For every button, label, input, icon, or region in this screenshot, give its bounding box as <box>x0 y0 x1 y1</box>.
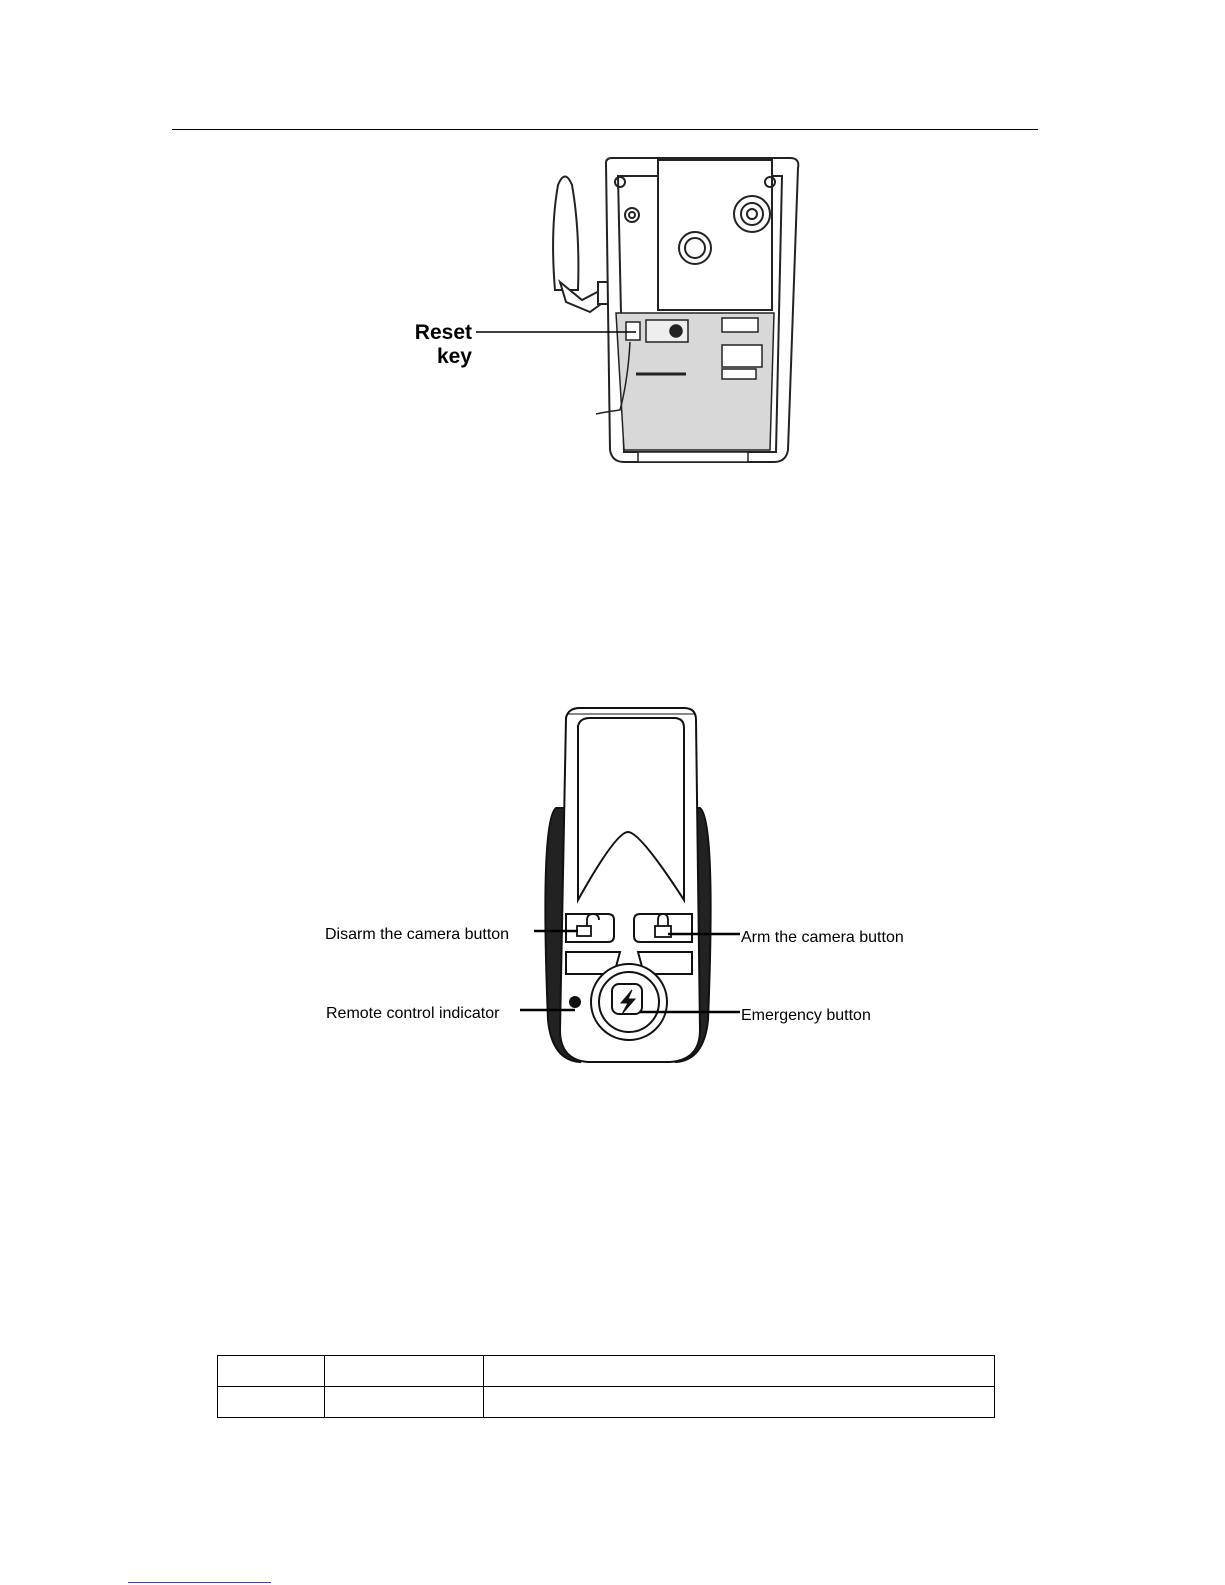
table-cell <box>484 1387 995 1418</box>
table-row <box>218 1387 995 1418</box>
disarm-button-label: Disarm the camera button <box>325 926 510 943</box>
footnote-rule <box>128 1582 271 1583</box>
reset-key-label-line2: key <box>436 345 472 368</box>
remote-indicator-label: Remote control indicator <box>326 1005 500 1022</box>
reset-key-label-line1: Reset <box>414 321 472 344</box>
emergency-button-label: Emergency button <box>741 1007 871 1024</box>
table-cell <box>325 1356 484 1387</box>
arm-button-label: Arm the camera button <box>741 929 904 946</box>
table-row <box>218 1356 995 1387</box>
spec-table <box>217 1355 995 1418</box>
table-cell <box>484 1356 995 1387</box>
table-cell <box>218 1387 325 1418</box>
table-cell <box>325 1387 484 1418</box>
table-cell <box>218 1356 325 1387</box>
